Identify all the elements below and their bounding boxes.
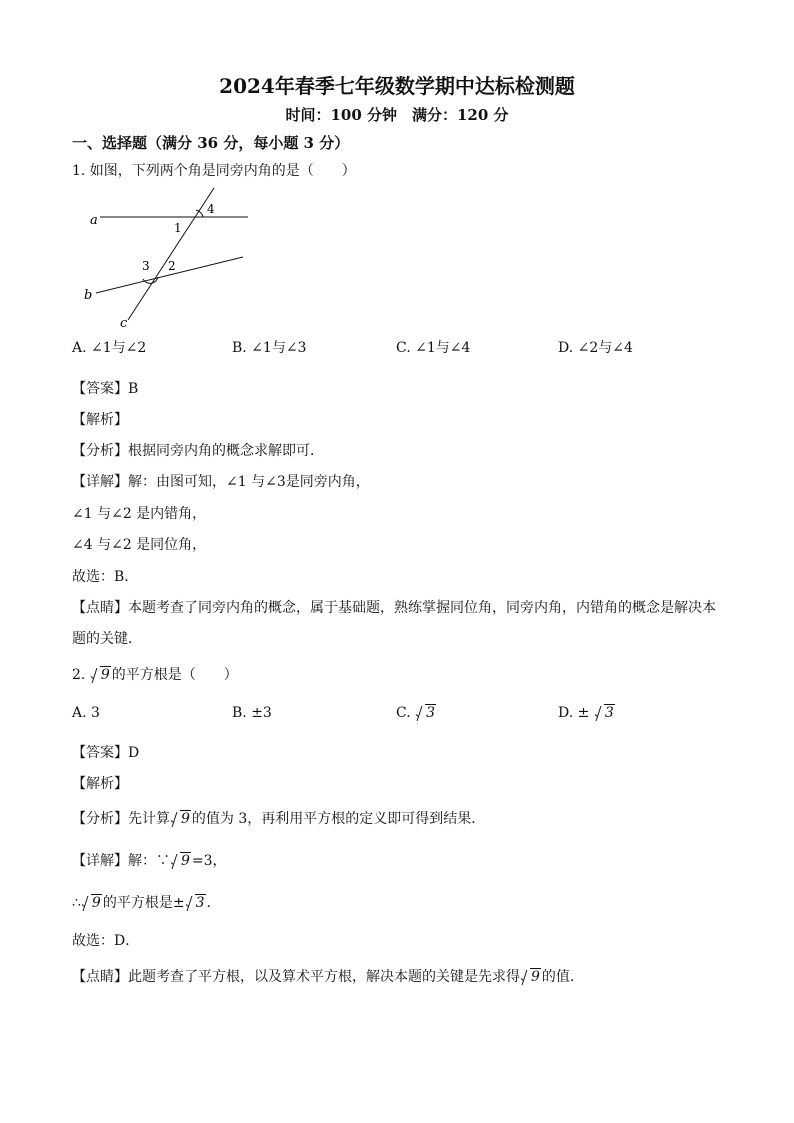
label-angle-2: 2 <box>168 259 176 273</box>
comment-text: 本题考查了同旁内角的概念，属于基础题，熟练掌握同位角，同旁内角，内错角的概念是解决本 <box>128 600 716 616</box>
comment-post: 的值. <box>541 969 575 985</box>
answer-value: D <box>128 745 140 761</box>
sqrt-symbol <box>82 895 102 911</box>
question-number: 2. <box>72 667 86 683</box>
q1-detail <box>72 471 370 491</box>
q2-option-a: A. 3 <box>72 705 100 721</box>
sqrt-symbol <box>595 705 615 721</box>
question-1-stem: 1. 如图，下列两个角是同旁内角的是（ ） <box>72 163 356 179</box>
label-angle-1: 1 <box>174 221 182 235</box>
radicand: 9 <box>91 895 101 911</box>
detail-pre: 解：∵ <box>128 853 170 869</box>
answer-tag: 【答案】 <box>72 745 128 761</box>
radicand: 9 <box>100 667 110 683</box>
page-title: 2024年春季七年级数学期中达标检测题 <box>219 74 575 98</box>
fenxi-text: 根据同旁内角的概念求解即可． <box>128 443 324 459</box>
comment-tag: 【点睛】 <box>72 600 128 616</box>
sqrt-symbol <box>171 853 191 869</box>
radicand: 9 <box>181 853 190 869</box>
fenxi-tag: 【分析】 <box>72 811 128 827</box>
exam-info: 时间：100 分钟 满分：120 分 <box>285 106 509 124</box>
comment-tag: 【点睛】 <box>72 969 128 985</box>
line-c <box>128 188 214 320</box>
sqrt-symbol <box>521 969 541 985</box>
label-c: c <box>120 316 128 331</box>
radicand: 9 <box>181 811 190 827</box>
fenxi-pre: 先计算 <box>128 811 170 827</box>
line2-mid: 的平方根是± <box>102 895 185 911</box>
detail-tag: 【详解】 <box>72 853 128 869</box>
section-heading: 一、选择题（满分 36 分，每小题 3 分） <box>72 134 350 152</box>
q1-comment <box>72 597 716 617</box>
q2-option-b: B. ±3 <box>232 705 272 721</box>
q1-conclusion: 故选：B． <box>72 569 139 585</box>
q2-answer <box>72 742 139 762</box>
therefore-symbol: ∴ <box>72 895 81 911</box>
q1-analysis-tag: 【解析】 <box>72 412 128 428</box>
q2-option-c <box>396 705 437 721</box>
label-angle-3: 3 <box>142 259 150 273</box>
q2-detail <box>72 850 227 870</box>
q2-conclusion: 故选：D． <box>72 933 140 949</box>
sqrt-symbol <box>416 705 436 721</box>
q1-fenxi <box>72 440 324 460</box>
q1-option-a: A. ∠1与∠2 <box>72 340 147 356</box>
q1-option-b: B. ∠1与∠3 <box>232 340 307 356</box>
fenxi-tag: 【分析】 <box>72 443 128 459</box>
q1-option-d: D. ∠2与∠4 <box>558 340 633 356</box>
radicand: 3 <box>195 895 205 911</box>
q1-answer <box>72 378 138 398</box>
radicand: 3 <box>426 705 436 721</box>
stem-text: 的平方根是（ ） <box>111 667 238 683</box>
detail-post: =3， <box>191 853 227 869</box>
label-b: b <box>84 288 93 303</box>
sqrt-symbol <box>186 895 206 911</box>
q1-detail-line-2: ∠1 与∠2 是内错角， <box>72 506 207 522</box>
q1-comment-line-2: 题的关键． <box>72 631 142 647</box>
radicand: 3 <box>604 705 614 721</box>
label-a: a <box>90 213 98 228</box>
q1-option-c: C. ∠1与∠4 <box>396 340 471 356</box>
detail-tag: 【详解】 <box>72 474 128 490</box>
label-angle-4: 4 <box>207 202 215 216</box>
answer-value: B <box>128 381 139 397</box>
question-2-stem <box>72 664 238 684</box>
q2-comment <box>72 966 574 986</box>
comment-pre: 此题考查了平方根，以及算术平方根，解决本题的关键是先求得 <box>128 969 520 985</box>
q1-detail-line-3: ∠4 与∠2 是同位角， <box>72 537 207 553</box>
sqrt-symbol <box>91 667 111 683</box>
option-c-prefix: C. <box>396 705 411 721</box>
q2-option-d <box>558 705 616 721</box>
q2-detail-line-2 <box>72 892 221 912</box>
radicand: 9 <box>531 969 540 985</box>
line2-post: ． <box>206 895 221 911</box>
question-1-figure <box>78 182 258 332</box>
sqrt-symbol <box>171 811 191 827</box>
option-d-prefix: D. ± <box>558 705 590 721</box>
fenxi-post: 的值为 3，再利用平方根的定义即可得到结果． <box>191 811 486 827</box>
answer-tag: 【答案】 <box>72 381 128 397</box>
q2-analysis-tag: 【解析】 <box>72 776 128 792</box>
detail-text: 解：由图可知，∠1 与∠3是同旁内角， <box>128 474 370 490</box>
q2-fenxi <box>72 808 485 828</box>
